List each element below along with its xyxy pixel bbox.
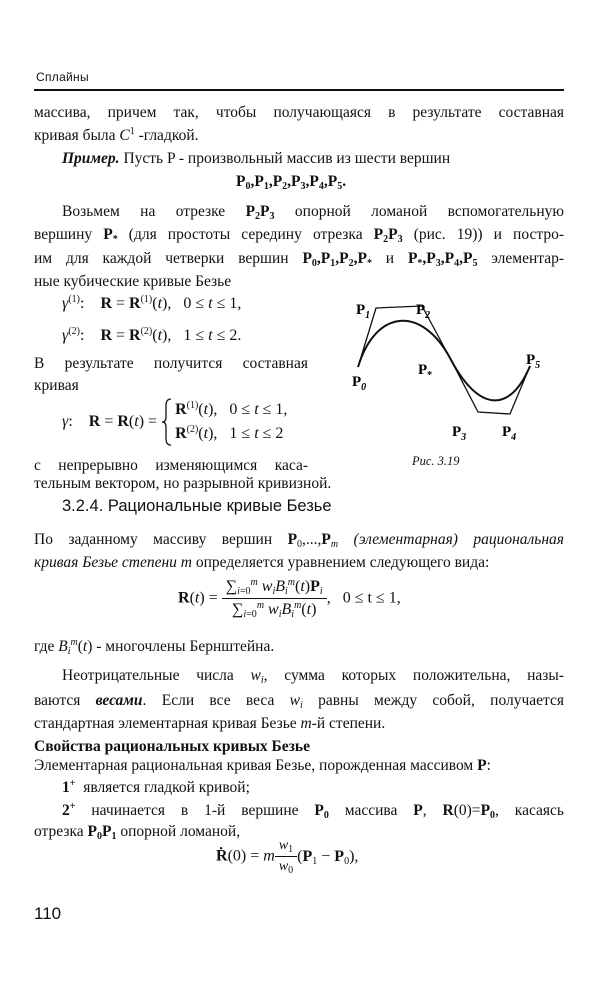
- paragraph-3-line-1: По заданному массиву вершин $P_0,...,P_m$ (элементарная) рациональная: [34, 531, 564, 550]
- vertices-line: $P_0,P_1,P_2,P_3,P_4,P_5$.: [236, 173, 347, 192]
- composite-curve-equation: γ: R = R(t) = $R^{(1)}(t)$, 0 ≤ t ≤ 1, $R^{(2)}(t)$, 1 ≤ t ≤ 2: [62, 398, 287, 446]
- label-p5: $P_5$: [526, 352, 541, 371]
- paragraph-1-line-2: кривая была $C^1$ -гладкой.: [34, 126, 199, 144]
- composite-bezier-curve: [358, 321, 530, 401]
- paragraph-4-line-2: ваются весами. Если все веса $w_i$ равны между собой, получается: [34, 692, 564, 711]
- paragraph-2-line-2: вершину $P_*$ (для простоты середину отрезка $P_2P_3$ (рис. 19)) и постро-: [34, 226, 564, 245]
- paragraph-4-line-3: стандартная элементарная кривая Безье m-й степени.: [34, 715, 386, 732]
- properties-title: Свойства рациональных кривых Безье: [34, 738, 310, 755]
- result-line-1: В результате получится составная: [34, 355, 308, 372]
- label-p4: $P_4$: [502, 424, 517, 443]
- paragraph-2-line-1: Возьмем на отрезке $P_2P_3$ опорной ломаной вспомогательную: [62, 203, 564, 222]
- property-1: 1+ является гладкой кривой;: [62, 778, 250, 796]
- result-line-2: кривая: [34, 377, 79, 394]
- example-line: Пример. Пусть P - произвольный массив из шести вершин: [62, 150, 451, 167]
- paragraph-2-line-3: им для каждой четверки вершин $P_0,P_1,P_2,P_*$ и $P_*,P_3,P_4,P_5$ элементар-: [34, 250, 565, 269]
- property-2-line-1: 2+ начинается в 1-й вершине $P_0$ массива P, $R(0)=P_0$, касаясь: [62, 801, 565, 821]
- label-pstar: $P_*$: [418, 362, 433, 381]
- paragraph-1-line-1: массива, причем так, чтобы получающаяся в результате составная: [34, 104, 564, 121]
- header-rule: [34, 89, 564, 91]
- label-p1: $P_1$: [356, 302, 371, 321]
- figure-caption: Рис. 3.19: [412, 454, 460, 468]
- gamma-1-equation: $\gamma^{(1)}$: $R = R^{(1)}(t)$, 0 ≤ t ≤ 1,: [62, 294, 242, 312]
- bezier-figure: [338, 284, 560, 474]
- derivative-equation: Ṙ(0) = m $\frac{w_1}{w_0}$ $(P_1 - P_0)$,: [216, 838, 359, 876]
- tangent-line-1: с непрерывно изменяющимся каса-: [34, 457, 308, 474]
- property-2-line-2: отрезка $P_0P_1$ опорной ломаной,: [34, 823, 241, 842]
- properties-intro: Элементарная рациональная кривая Безье, порожденная массивом P:: [34, 757, 491, 774]
- label-p3: $P_3$: [452, 424, 467, 443]
- label-p0: $P_0$: [352, 374, 367, 393]
- rational-bezier-equation: R(t) = $\frac{\sum_{i=0}^m w_iB_i^m(t)P_i}{\sum_{i=0}^m w_iB_i^m(t)}$ , 0 ≤ t ≤ 1,: [178, 577, 401, 620]
- gamma-2-equation: $\gamma^{(2)}$: $R = R^{(2)}(t)$, 1 ≤ t ≤ 2.: [62, 326, 242, 344]
- bernstein-line: где $B_i^m(t)$ - многочлены Бернштейна.: [34, 637, 275, 657]
- section-title: 3.2.4. Рациональные кривые Безье: [62, 497, 332, 515]
- tangent-line-2: тельным вектором, но разрывной кривизной.: [34, 475, 332, 492]
- paragraph-3-line-2: кривая Безье степени m определяется уравнением следующего вида:: [34, 554, 490, 571]
- label-p2: $P_2$: [416, 302, 431, 321]
- page-number: 110: [34, 904, 62, 923]
- brace-icon: [161, 398, 173, 446]
- paragraph-2-line-4: ные кубические кривые Безье: [34, 273, 232, 290]
- paragraph-4-line-1: Неотрицательные числа $w_i$, сумма которых положительна, назы-: [62, 667, 564, 686]
- running-head: Сплайны: [36, 70, 89, 84]
